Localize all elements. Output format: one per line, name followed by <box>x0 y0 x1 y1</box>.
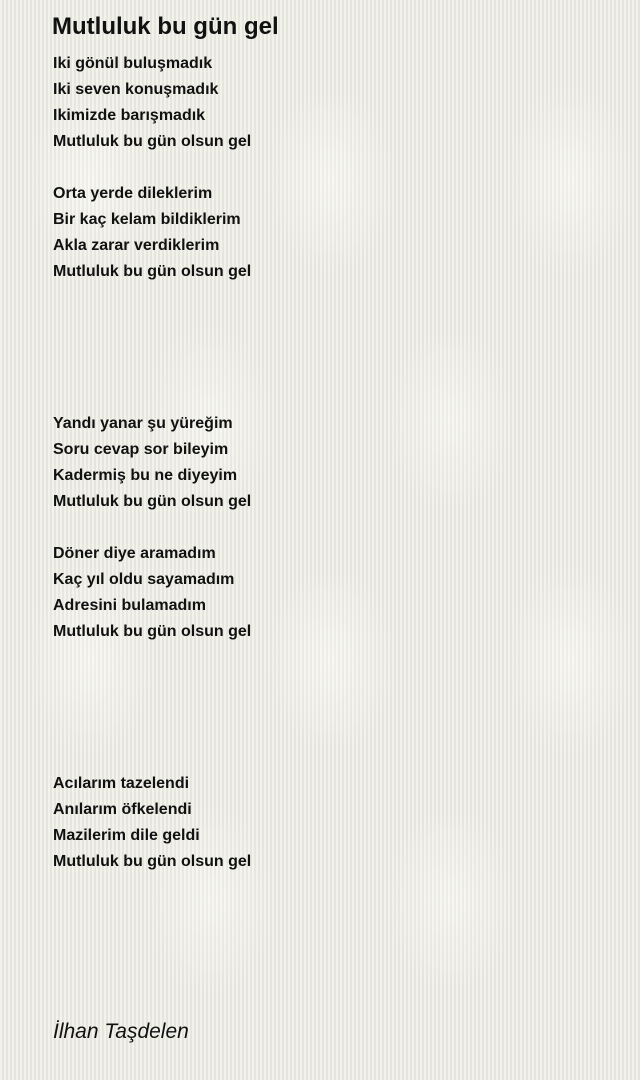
poem-line: Mutluluk bu gün olsun gel <box>53 263 252 280</box>
poem-line: Akla zarar verdiklerim <box>53 237 220 254</box>
poem-line: Mutluluk bu gün olsun gel <box>53 133 252 150</box>
stanza-4 <box>53 541 251 645</box>
stanza-3 <box>53 411 251 515</box>
poem-line: Mutluluk bu gün olsun gel <box>53 853 252 870</box>
stanza-5 <box>53 771 251 875</box>
poem-line: Mutluluk bu gün olsun gel <box>53 623 252 640</box>
poem-line: Ikimizde barışmadık <box>53 107 206 124</box>
poem-line: Kadermiş bu ne diyeyim <box>53 467 238 484</box>
stanza-1 <box>53 51 251 155</box>
poem-line: Bir kaç kelam bildiklerim <box>53 211 241 228</box>
poem-line: Soru cevap sor bileyim <box>53 441 229 458</box>
poem-line: Yandı yanar şu yüreğim <box>53 415 233 432</box>
poem-line: Kaç yıl oldu sayamadım <box>53 571 235 588</box>
poem-line: Mazilerim dile geldi <box>53 827 200 844</box>
poem-title: Mutluluk bu gün gel <box>52 13 279 40</box>
poem-line: Döner diye aramadım <box>53 545 216 562</box>
stanza-2 <box>53 181 251 285</box>
poem-line: Acılarım tazelendi <box>53 775 190 792</box>
poem-line: Mutluluk bu gün olsun gel <box>53 493 252 510</box>
poem-line: Iki gönül buluşmadık <box>53 55 213 72</box>
poem-line: Orta yerde dileklerim <box>53 185 213 202</box>
poem-line: Adresini bulamadım <box>53 597 206 614</box>
poem-line: Anılarım öfkelendi <box>53 801 192 818</box>
poem-line: Iki seven konuşmadık <box>53 81 219 98</box>
poem-author: İlhan Taşdelen <box>53 1020 189 1043</box>
